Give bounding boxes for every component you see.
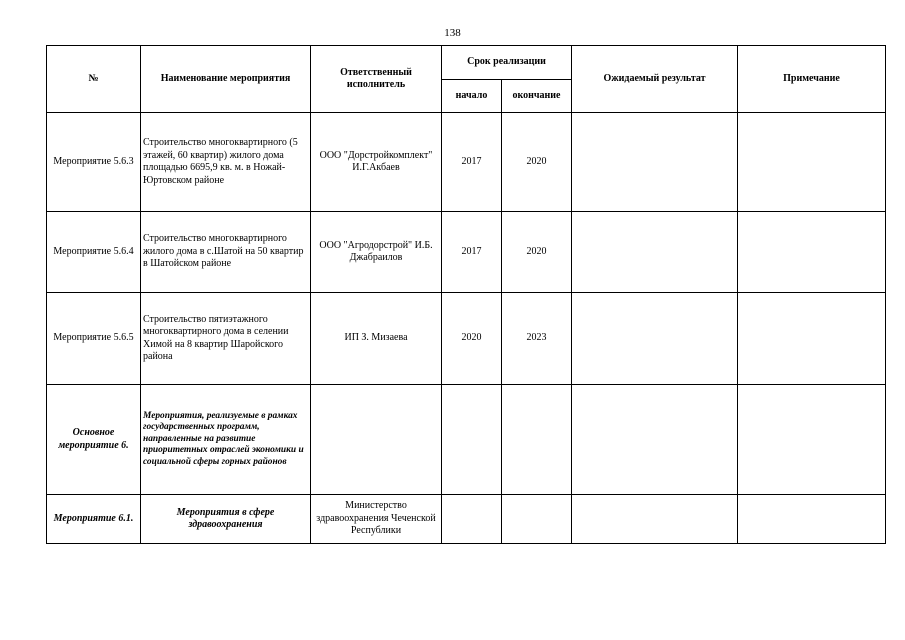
row-name: Строительство пятиэтажного многоквартирного дома в селении Химой на 8 квартир Шаройского района	[141, 293, 311, 385]
row-result	[572, 495, 738, 544]
row-result	[572, 212, 738, 293]
row-result	[572, 385, 738, 495]
row-name: Строительство многоквартирного (5 этажей, 60 квартир) жилого дома площадью 6695,9 кв. м. в Ножай-Юртовском районе	[141, 113, 311, 212]
header-start: начало	[442, 80, 502, 113]
row-name: Мероприятия, реализуемые в рамках государственных программ, направленные на развитие приоритетных отраслей экономики и социальной сферы горных районов	[141, 385, 311, 495]
header-note: Примечание	[738, 46, 886, 113]
row-start: 2017	[442, 113, 502, 212]
row-start: 2017	[442, 212, 502, 293]
row-num: Мероприятие 5.6.5	[47, 293, 141, 385]
header-end: окончание	[502, 80, 572, 113]
header-num: №	[47, 46, 141, 113]
row-note	[738, 495, 886, 544]
row-start: 2020	[442, 293, 502, 385]
row-responsible: ИП З. Мизаева	[311, 293, 442, 385]
row-name: Мероприятия в сфере здравоохранения	[141, 495, 311, 544]
row-responsible: ООО "Агродорстрой" И.Б. Джабраилов	[311, 212, 442, 293]
row-result	[572, 293, 738, 385]
row-note	[738, 212, 886, 293]
measures-table	[46, 45, 886, 544]
table-row	[47, 212, 886, 293]
row-end: 2020	[502, 113, 572, 212]
row-note	[738, 385, 886, 495]
row-result	[572, 113, 738, 212]
row-responsible: Министерство здравоохранения Чеченской Республики	[311, 495, 442, 544]
row-responsible: ООО "Дорстройкомплект" И.Г.Акбаев	[311, 113, 442, 212]
table-row	[47, 495, 886, 544]
row-num: Мероприятие 5.6.3	[47, 113, 141, 212]
row-end: 2020	[502, 212, 572, 293]
row-num: Мероприятие 5.6.4	[47, 212, 141, 293]
row-end	[502, 495, 572, 544]
table-row	[47, 385, 886, 495]
header-row-1	[47, 46, 886, 80]
row-num: Основное мероприятие 6.	[47, 385, 141, 495]
page-number: 138	[444, 27, 461, 39]
header-responsible: Ответственный исполнитель	[311, 46, 442, 113]
row-end: 2023	[502, 293, 572, 385]
row-note	[738, 293, 886, 385]
row-note	[738, 113, 886, 212]
row-num: Мероприятие 6.1.	[47, 495, 141, 544]
row-end	[502, 385, 572, 495]
row-name: Строительство многоквартирного жилого дома в с.Шатой на 50 квартир в Шатойском районе	[141, 212, 311, 293]
table-row	[47, 293, 886, 385]
row-responsible	[311, 385, 442, 495]
row-start	[442, 495, 502, 544]
header-period: Срок реализации	[442, 46, 572, 80]
header-result: Ожидаемый результат	[572, 46, 738, 113]
table-row	[47, 113, 886, 212]
row-start	[442, 385, 502, 495]
header-name: Наименование мероприятия	[141, 46, 311, 113]
